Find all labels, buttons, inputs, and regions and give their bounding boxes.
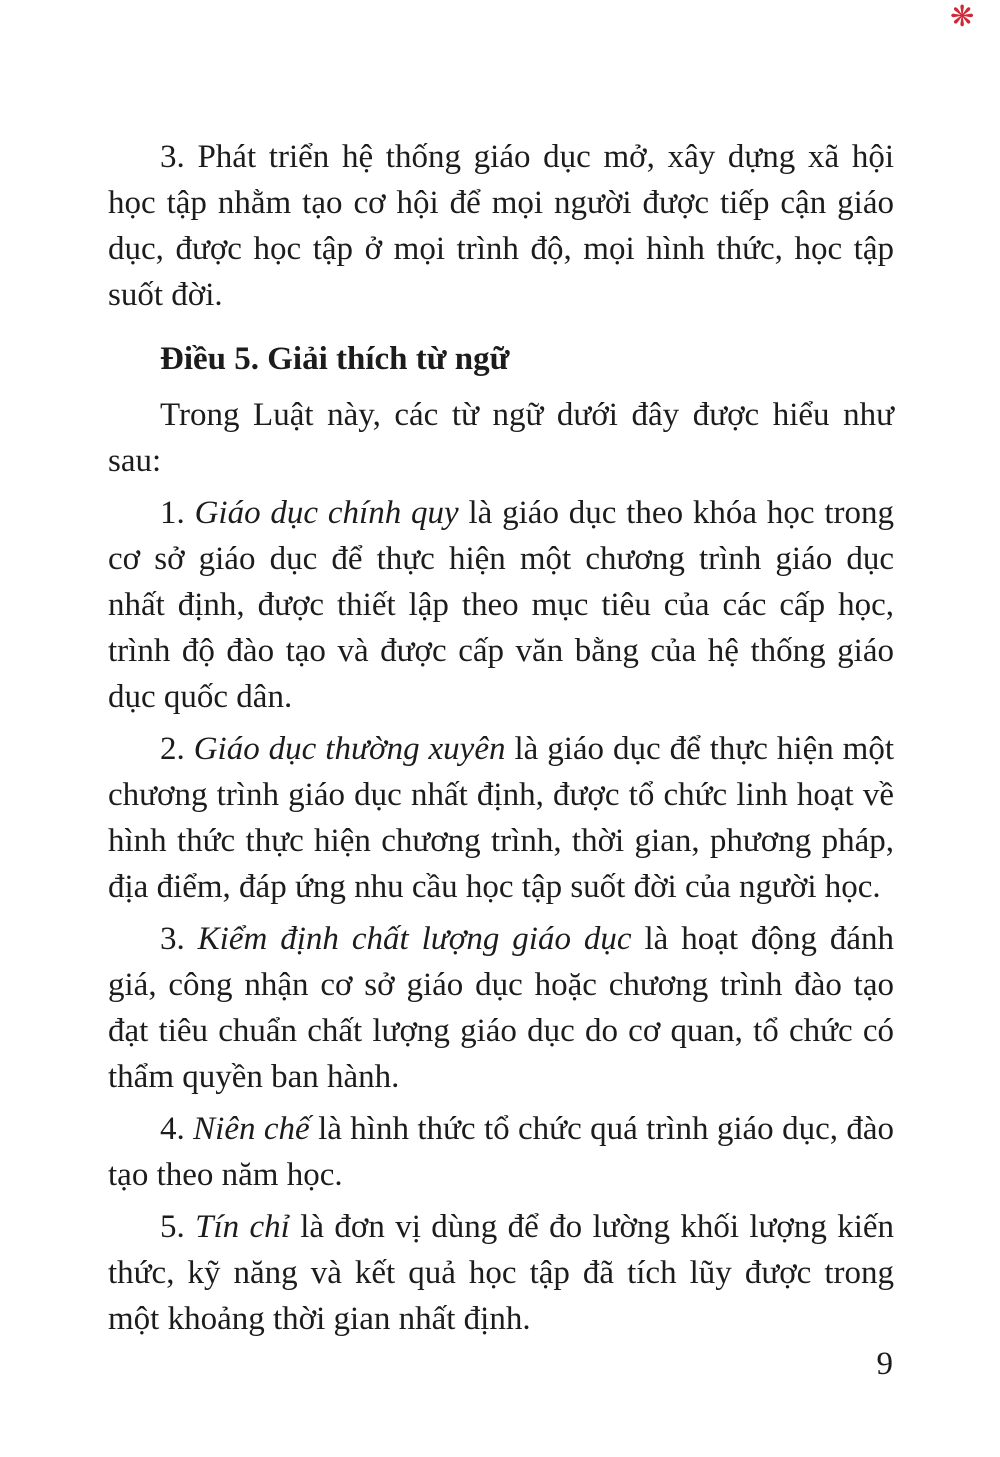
definition-body: là đơn vị dùng để đo lường khối lượng kiến thức, kỹ năng và kết quả học tập đã tích lũy được trong một khoảng thời gian nhất định.: [108, 1209, 895, 1337]
definition-term: Kiểm định chất lượng giáo dục: [197, 921, 632, 957]
definition-item: [108, 916, 894, 1100]
definition-term: Giáo dục chính quy: [194, 495, 459, 531]
definition-term: Niên chế: [193, 1111, 310, 1147]
definition-item: [108, 1106, 894, 1198]
definition-number: 1.: [160, 495, 185, 531]
definition-term: Tín chỉ: [195, 1209, 290, 1245]
definition-term: Giáo dục thường xuyên: [193, 731, 506, 767]
definition-item: [108, 726, 894, 910]
definition-body: là hoạt động đánh giá, công nhận cơ sở giáo dục hoặc chương trình đào tạo đạt tiêu chuẩn chất lượng giáo dục do cơ quan, tổ chức có thẩm quyền ban hành.: [108, 921, 894, 1095]
definition-number: 3.: [160, 921, 185, 957]
definition-number: 2.: [160, 731, 185, 767]
intro-clause-paragraph: 3. Phát triển hệ thống giáo dục mở, xây dựng xã hội học tập nhằm tạo cơ hội để mọi người được tiếp cận giáo dục, được học tập ở mọi trình độ, mọi hình thức, học tập suốt đời.: [108, 139, 894, 313]
definition-body: là hình thức tổ chức quá trình giáo dục, đào tạo theo năm học.: [108, 1111, 895, 1193]
definition-body: là giáo dục theo khóa học trong cơ sở giáo dục để thực hiện một chương trình giáo dục nhất định, được thiết lập theo mục tiêu của các cấp học, trình độ đào tạo và được cấp văn bằng của hệ thống giáo dục quốc dân.: [108, 495, 895, 715]
article-heading: Điều 5. Giải thích từ ngữ: [160, 341, 510, 377]
article-body: [108, 134, 894, 1342]
definition-item: [108, 490, 894, 720]
lead-in-paragraph: Trong Luật này, các từ ngữ dưới đây được hiểu như sau:: [108, 397, 894, 479]
page-number: 9: [876, 1346, 893, 1382]
definition-number: 4.: [160, 1111, 185, 1147]
definition-body: là giáo dục để thực hiện một chương trình giáo dục nhất định, được tổ chức linh hoạt về hình thức thực hiện chương trình, thời gian, phương pháp, địa điểm, đáp ứng nhu cầu học tập suốt đời của người học.: [108, 731, 895, 905]
flower-ornament-icon: ❋: [950, 0, 975, 33]
definition-number: 5.: [160, 1209, 185, 1245]
definition-item: [108, 1204, 894, 1342]
